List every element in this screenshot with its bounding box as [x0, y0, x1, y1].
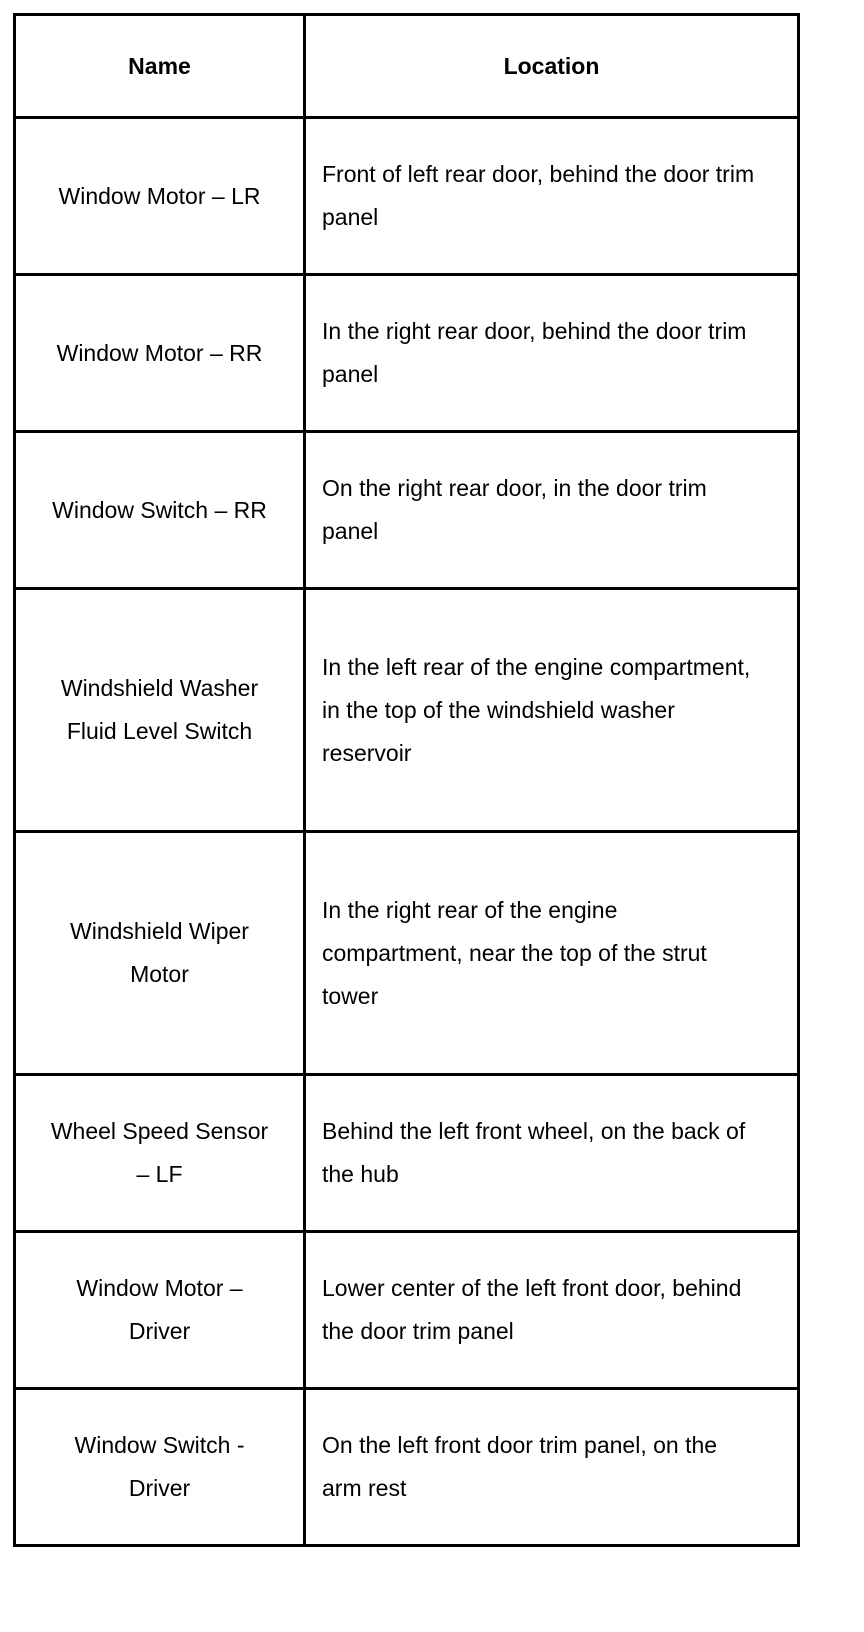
table-row: [15, 1232, 799, 1389]
cell-name: Windshield Washer Fluid Level Switch: [15, 589, 305, 832]
table-row: [15, 118, 799, 275]
component-location-table: [13, 13, 800, 1547]
cell-name: Window Switch – RR: [15, 432, 305, 589]
cell-location: Front of left rear door, behind the door trim panel: [305, 118, 799, 275]
cell-name: Windshield Wiper Motor: [15, 832, 305, 1075]
table-row: [15, 275, 799, 432]
column-header-name: Name: [15, 15, 305, 118]
cell-location: In the right rear of the engine compartment, near the top of the strut tower: [305, 832, 799, 1075]
cell-location: On the right rear door, in the door trim panel: [305, 432, 799, 589]
cell-name: Window Switch - Driver: [15, 1389, 305, 1546]
column-header-location: Location: [305, 15, 799, 118]
cell-location: In the right rear door, behind the door trim panel: [305, 275, 799, 432]
cell-name: Wheel Speed Sensor – LF: [15, 1075, 305, 1232]
cell-name: Window Motor – LR: [15, 118, 305, 275]
table-row: [15, 589, 799, 832]
table-row: [15, 1075, 799, 1232]
cell-location: In the left rear of the engine compartment, in the top of the windshield washer reservoir: [305, 589, 799, 832]
table-row: [15, 832, 799, 1075]
cell-location: On the left front door trim panel, on the arm rest: [305, 1389, 799, 1546]
cell-location: Behind the left front wheel, on the back of the hub: [305, 1075, 799, 1232]
cell-name: Window Motor – RR: [15, 275, 305, 432]
component-location-table-container: [13, 13, 797, 1547]
table-row: [15, 432, 799, 589]
cell-name: Window Motor – Driver: [15, 1232, 305, 1389]
table-header-row: [15, 15, 799, 118]
cell-location: Lower center of the left front door, behind the door trim panel: [305, 1232, 799, 1389]
table-row: [15, 1389, 799, 1546]
